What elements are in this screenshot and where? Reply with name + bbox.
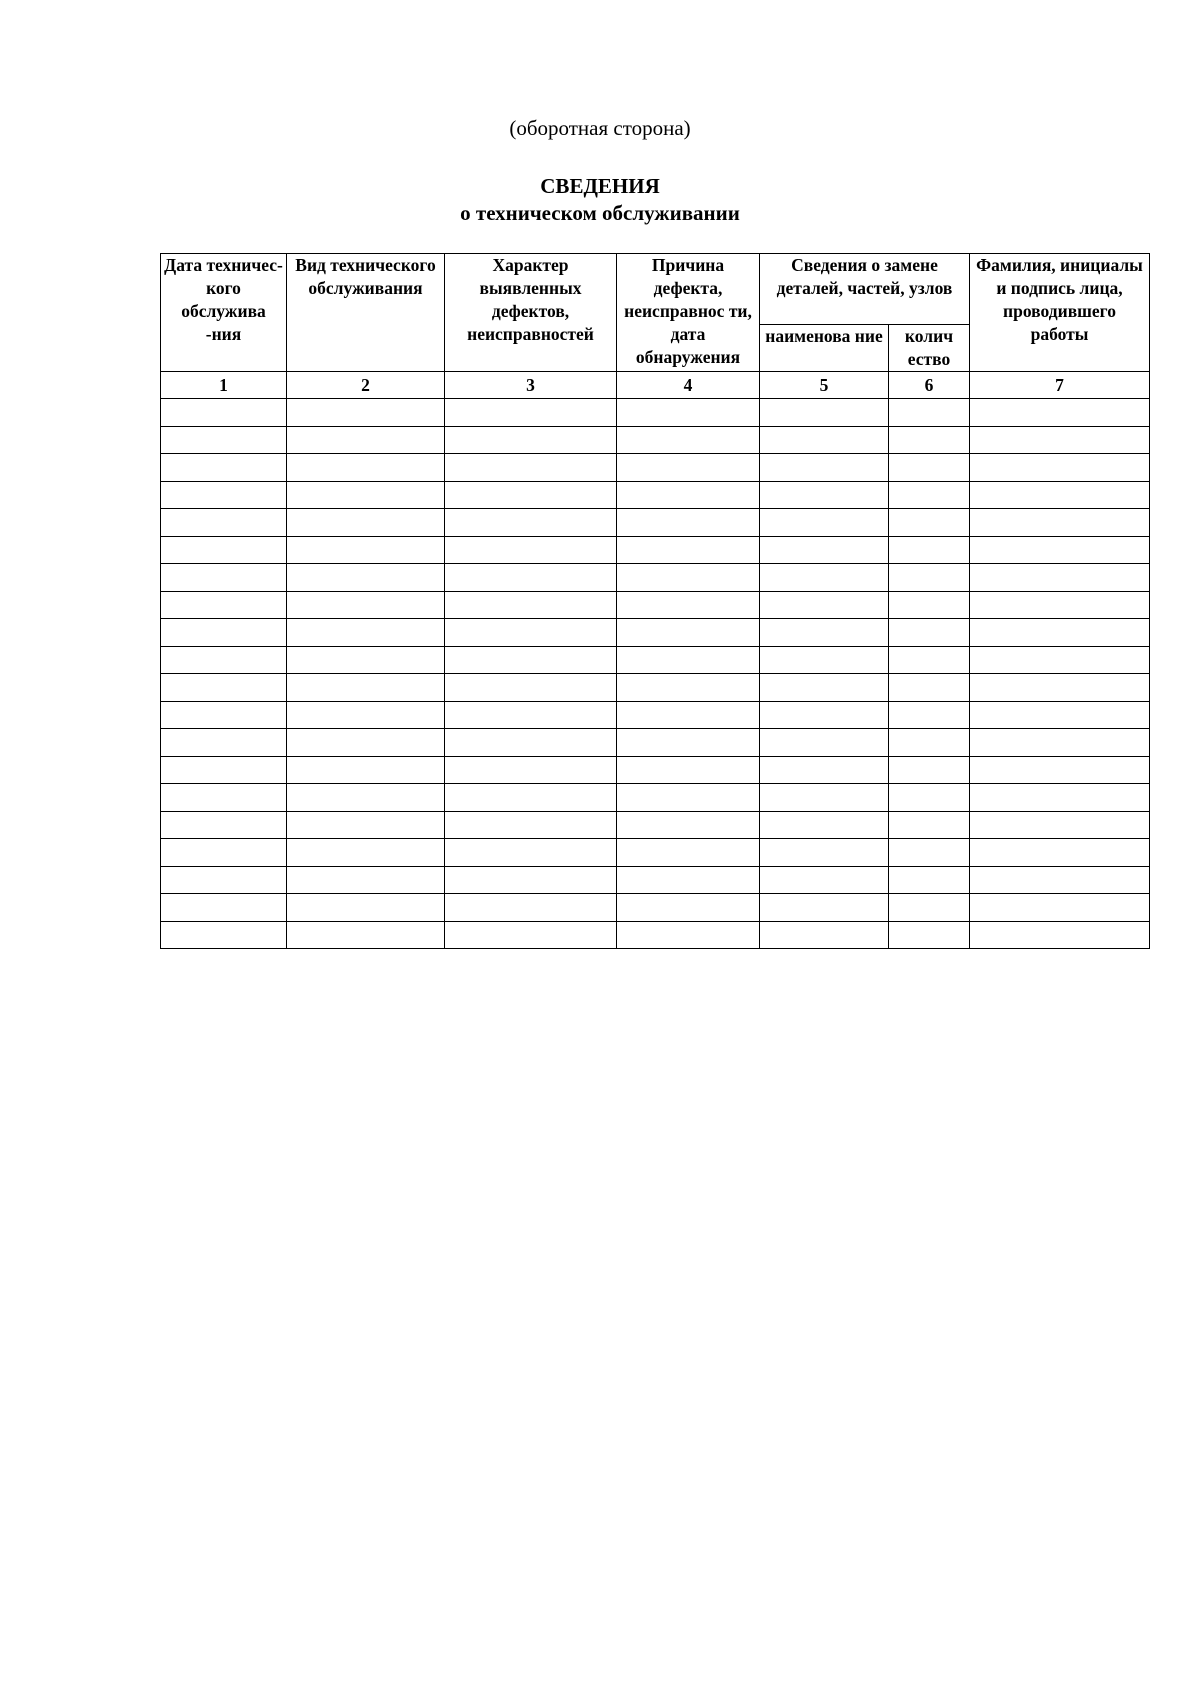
table-cell	[760, 619, 889, 647]
table-cell	[760, 729, 889, 757]
table-cell	[970, 399, 1150, 427]
table-cell	[445, 509, 617, 537]
table-cell	[760, 756, 889, 784]
table-cell	[970, 784, 1150, 812]
table-cell	[445, 811, 617, 839]
table-cell	[161, 866, 287, 894]
table-row	[161, 839, 1150, 867]
table-cell	[760, 426, 889, 454]
table-cell	[889, 729, 970, 757]
table-cell	[287, 399, 445, 427]
table-cell	[161, 921, 287, 949]
table-row	[161, 729, 1150, 757]
column-header-type: Вид технического обслуживания	[287, 254, 445, 372]
table-row	[161, 674, 1150, 702]
table-cell	[889, 619, 970, 647]
table-cell	[617, 674, 760, 702]
table-cell	[287, 701, 445, 729]
table-cell	[161, 591, 287, 619]
column-number: 7	[970, 372, 1150, 399]
table-cell	[889, 454, 970, 482]
table-cell	[287, 674, 445, 702]
table-row	[161, 454, 1150, 482]
table-cell	[889, 756, 970, 784]
column-number: 1	[161, 372, 287, 399]
table-cell	[617, 784, 760, 812]
table-cell	[161, 811, 287, 839]
table-cell	[445, 701, 617, 729]
table-cell	[970, 619, 1150, 647]
table-cell	[889, 536, 970, 564]
table-cell	[445, 646, 617, 674]
table-cell	[287, 426, 445, 454]
table-cell	[617, 811, 760, 839]
table-cell	[161, 509, 287, 537]
table-cell	[760, 536, 889, 564]
table-cell	[161, 729, 287, 757]
table-cell	[617, 399, 760, 427]
table-cell	[445, 454, 617, 482]
table-row	[161, 784, 1150, 812]
table-cell	[760, 839, 889, 867]
table-cell	[617, 701, 760, 729]
column-header-replacement-name: наименова ние	[760, 325, 889, 372]
table-cell	[617, 564, 760, 592]
table-cell	[889, 839, 970, 867]
column-number: 2	[287, 372, 445, 399]
table-cell	[445, 784, 617, 812]
column-number: 6	[889, 372, 970, 399]
table-cell	[287, 454, 445, 482]
document-title: СВЕДЕНИЯ	[540, 174, 660, 198]
table-cell	[760, 894, 889, 922]
column-header-defects: Характер выявленных дефектов, неисправностей	[445, 254, 617, 372]
table-cell	[161, 701, 287, 729]
table-cell	[161, 674, 287, 702]
table-cell	[617, 591, 760, 619]
table-cell	[760, 646, 889, 674]
table-cell	[287, 894, 445, 922]
table-cell	[445, 839, 617, 867]
table-cell	[760, 481, 889, 509]
table-row	[161, 619, 1150, 647]
table-cell	[970, 756, 1150, 784]
column-number: 5	[760, 372, 889, 399]
table-cell	[287, 921, 445, 949]
table-cell	[287, 756, 445, 784]
page-side-note: (оборотная сторона)	[509, 116, 691, 140]
maintenance-log-table	[160, 253, 1150, 949]
table-cell	[970, 729, 1150, 757]
table-cell	[970, 701, 1150, 729]
table-row	[161, 481, 1150, 509]
table-cell	[617, 729, 760, 757]
table-cell	[161, 536, 287, 564]
table-cell	[617, 509, 760, 537]
table-cell	[889, 921, 970, 949]
table-cell	[889, 674, 970, 702]
table-cell	[617, 839, 760, 867]
table-row	[161, 591, 1150, 619]
table-cell	[161, 564, 287, 592]
table-cell	[445, 894, 617, 922]
table-cell	[445, 729, 617, 757]
table-cell	[445, 921, 617, 949]
table-cell	[161, 756, 287, 784]
table-cell	[889, 481, 970, 509]
table-cell	[161, 839, 287, 867]
table-cell	[970, 866, 1150, 894]
table-row	[161, 921, 1150, 949]
column-header-replacement-group: Сведения о замене деталей, частей, узлов	[760, 254, 970, 325]
table-cell	[760, 399, 889, 427]
table-cell	[760, 921, 889, 949]
table-cell	[161, 399, 287, 427]
table-cell	[445, 591, 617, 619]
table-cell	[445, 756, 617, 784]
table-cell	[970, 646, 1150, 674]
table-cell	[617, 454, 760, 482]
table-cell	[617, 536, 760, 564]
table-cell	[970, 674, 1150, 702]
table-cell	[760, 591, 889, 619]
table-row	[161, 646, 1150, 674]
table-cell	[889, 701, 970, 729]
table-cell	[161, 426, 287, 454]
table-cell	[970, 564, 1150, 592]
table-row	[161, 756, 1150, 784]
table-cell	[760, 454, 889, 482]
table-cell	[970, 591, 1150, 619]
table-cell	[760, 811, 889, 839]
table-cell	[617, 894, 760, 922]
table-cell	[161, 454, 287, 482]
table-cell	[889, 591, 970, 619]
column-header-replacement-qty: колич ество	[889, 325, 970, 372]
table-cell	[889, 646, 970, 674]
table-cell	[760, 509, 889, 537]
table-cell	[445, 481, 617, 509]
table-cell	[970, 894, 1150, 922]
table-cell	[445, 536, 617, 564]
table-row	[161, 811, 1150, 839]
table-cell	[445, 674, 617, 702]
table-cell	[161, 646, 287, 674]
table-cell	[760, 866, 889, 894]
table-cell	[287, 784, 445, 812]
table-cell	[970, 921, 1150, 949]
table-cell	[287, 536, 445, 564]
table-cell	[760, 701, 889, 729]
column-header-signature: Фамилия, инициалы и подпись лица, проводившего работы	[970, 254, 1150, 372]
table-cell	[760, 564, 889, 592]
table-cell	[287, 619, 445, 647]
column-header-date: Дата техничес-кого обслужива -ния	[161, 254, 287, 372]
table-cell	[617, 921, 760, 949]
table-cell	[161, 784, 287, 812]
table-cell	[445, 564, 617, 592]
table-cell	[617, 866, 760, 894]
table-cell	[889, 399, 970, 427]
table-cell	[970, 509, 1150, 537]
table-cell	[287, 509, 445, 537]
table-cell	[970, 839, 1150, 867]
table-cell	[889, 894, 970, 922]
column-number-row	[161, 372, 1150, 399]
maintenance-log-body	[161, 399, 1150, 949]
table-cell	[970, 536, 1150, 564]
table-cell	[760, 674, 889, 702]
table-cell	[287, 866, 445, 894]
table-cell	[287, 839, 445, 867]
table-row	[161, 509, 1150, 537]
table-cell	[617, 426, 760, 454]
table-cell	[287, 646, 445, 674]
table-row	[161, 701, 1150, 729]
table-cell	[445, 866, 617, 894]
table-cell	[760, 784, 889, 812]
table-cell	[161, 619, 287, 647]
table-cell	[287, 564, 445, 592]
table-cell	[161, 481, 287, 509]
column-header-cause: Причина дефекта, неисправнос ти, дата обнаружения	[617, 254, 760, 372]
column-number: 3	[445, 372, 617, 399]
table-cell	[287, 481, 445, 509]
table-cell	[970, 454, 1150, 482]
table-cell	[889, 866, 970, 894]
table-cell	[889, 509, 970, 537]
table-cell	[889, 564, 970, 592]
table-row	[161, 536, 1150, 564]
table-cell	[287, 729, 445, 757]
table-cell	[445, 619, 617, 647]
table-row	[161, 866, 1150, 894]
table-cell	[617, 756, 760, 784]
table-cell	[161, 894, 287, 922]
table-row	[161, 564, 1150, 592]
table-cell	[287, 811, 445, 839]
table-cell	[970, 481, 1150, 509]
table-cell	[617, 481, 760, 509]
table-cell	[617, 646, 760, 674]
column-number: 4	[617, 372, 760, 399]
document-subtitle: о техническом обслуживании	[460, 201, 740, 225]
table-cell	[889, 811, 970, 839]
table-cell	[889, 426, 970, 454]
table-cell	[287, 591, 445, 619]
table-cell	[445, 426, 617, 454]
table-row	[161, 399, 1150, 427]
table-cell	[889, 784, 970, 812]
table-cell	[970, 426, 1150, 454]
table-cell	[970, 811, 1150, 839]
table-row	[161, 426, 1150, 454]
table-row	[161, 894, 1150, 922]
table-cell	[617, 619, 760, 647]
table-cell	[445, 399, 617, 427]
